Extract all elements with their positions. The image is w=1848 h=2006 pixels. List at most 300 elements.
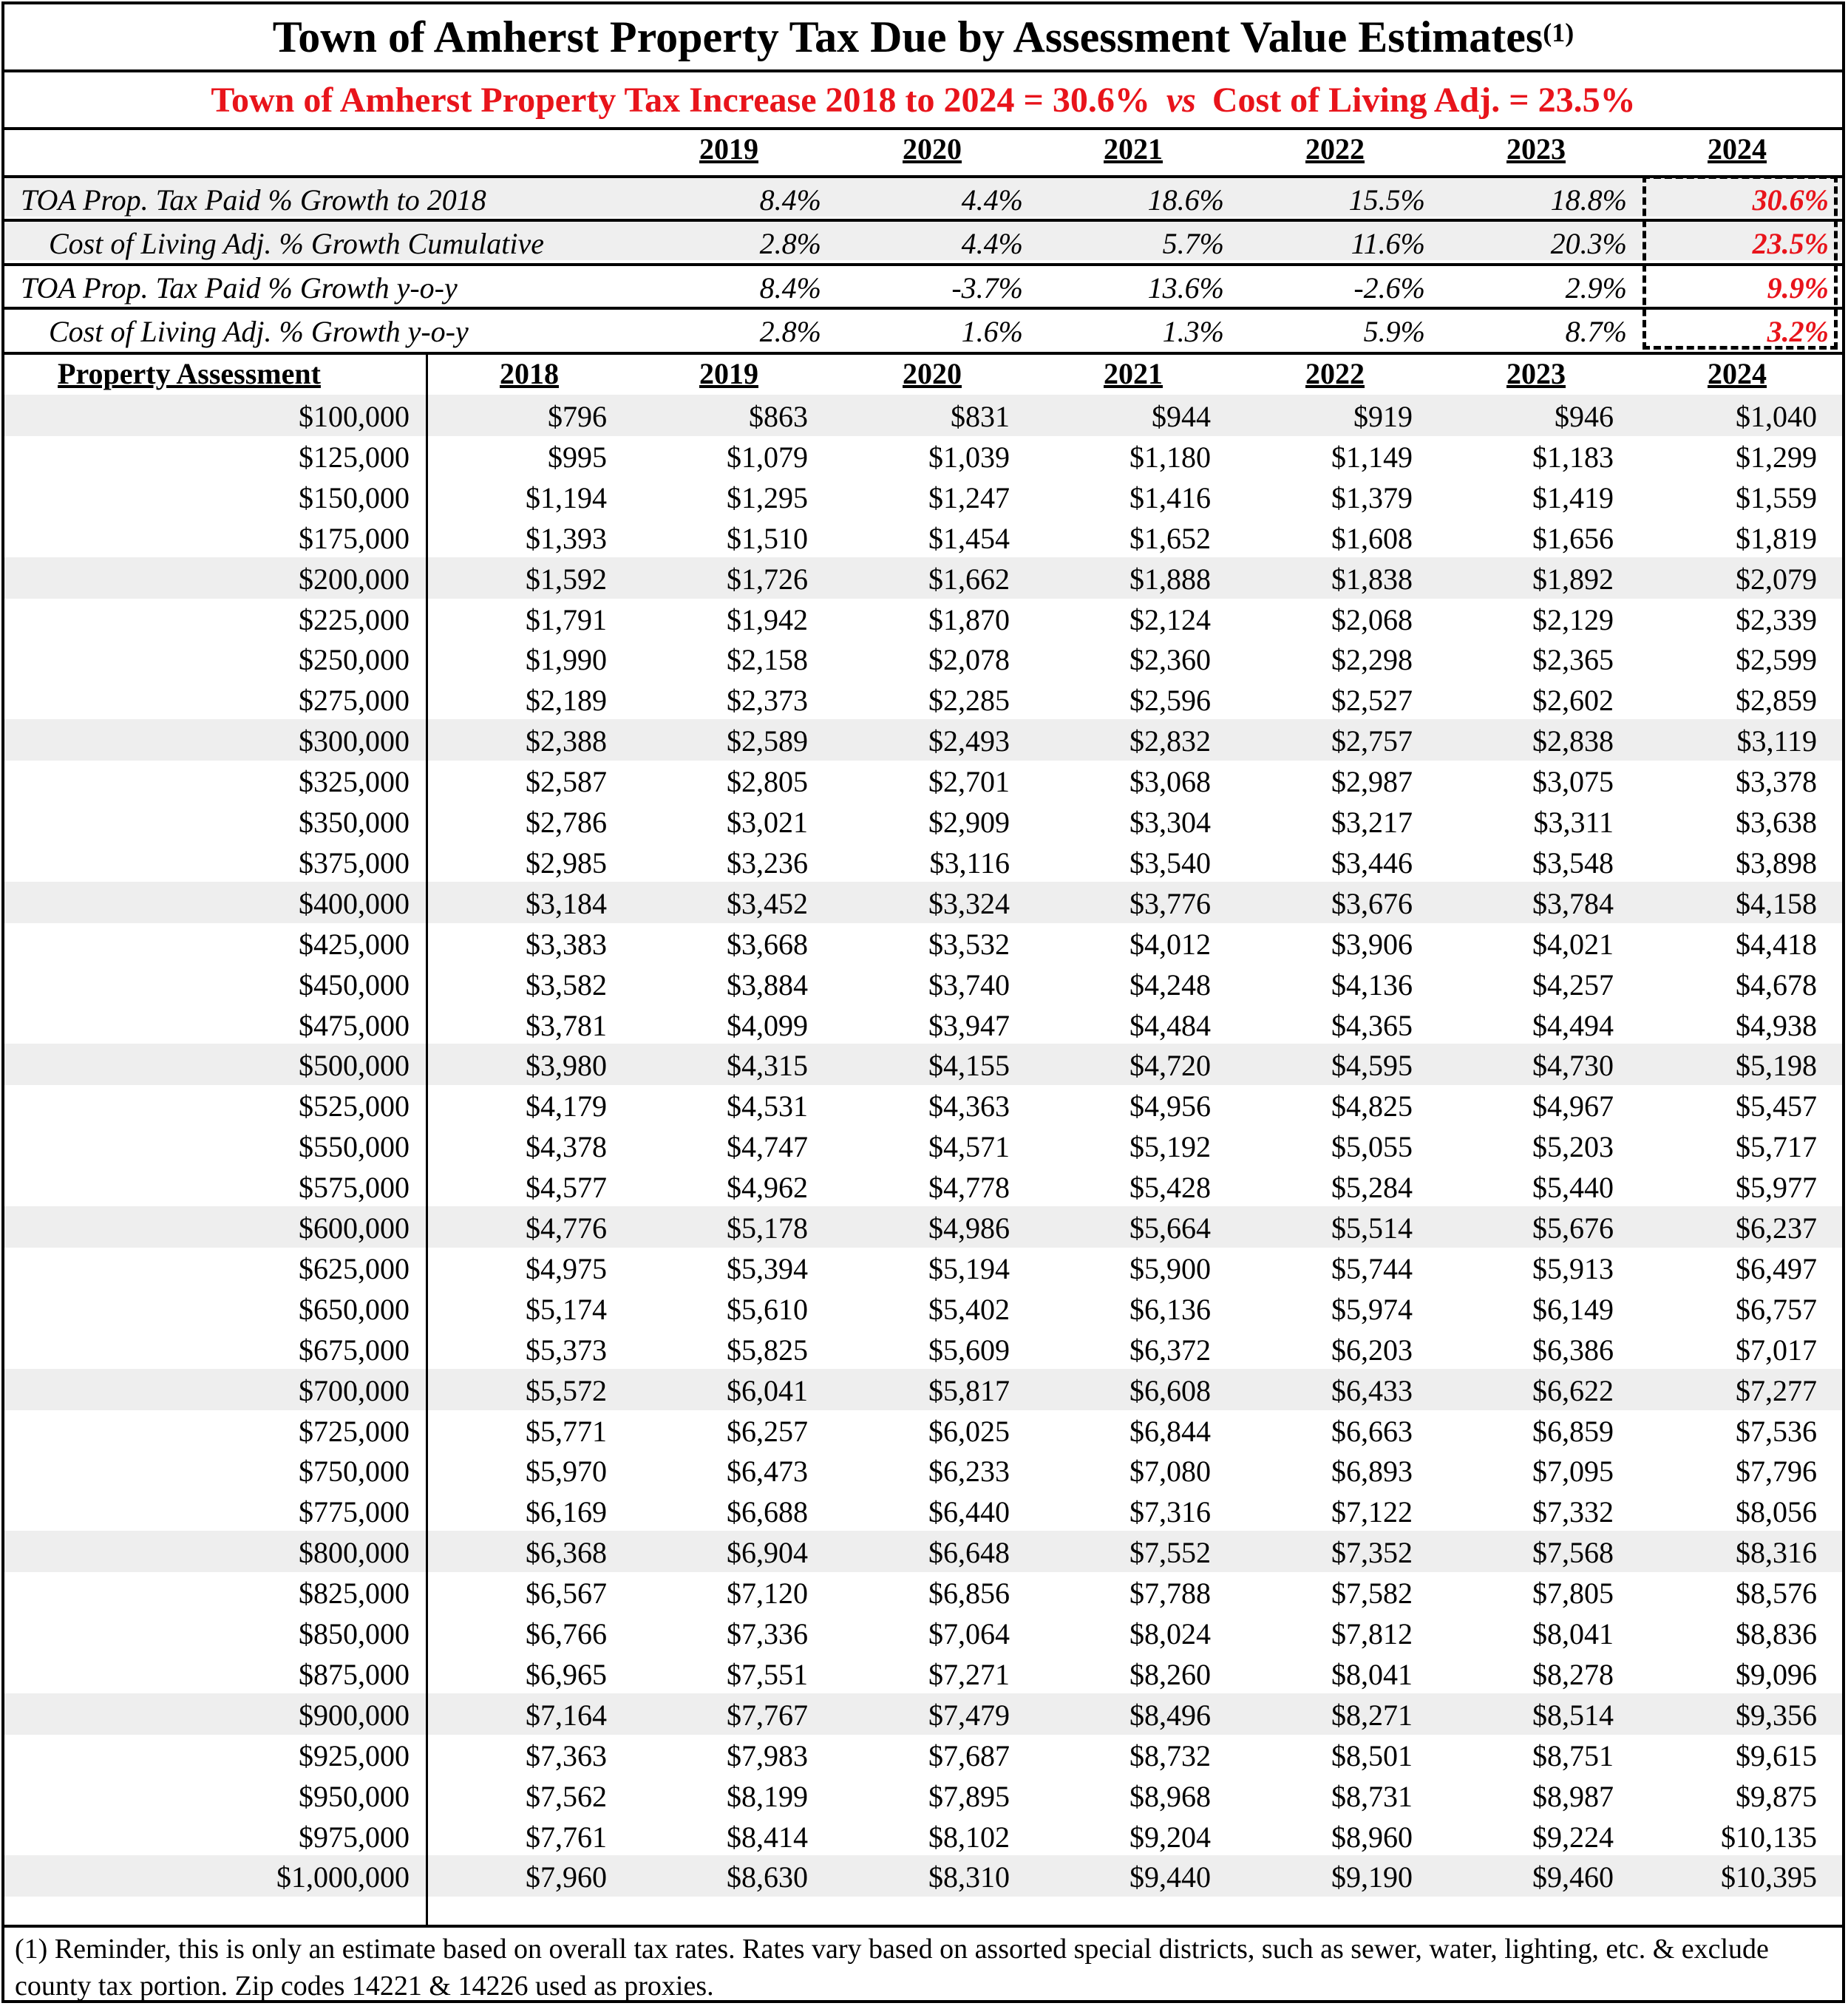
growth-value: 1.6% bbox=[961, 315, 1023, 348]
title-footnote-ref: (1) bbox=[1543, 18, 1574, 47]
assessment-value: $450,000 bbox=[299, 968, 410, 1002]
tax-due-cell: $3,311 bbox=[1533, 806, 1614, 839]
tax-due-cell: $7,363 bbox=[526, 1738, 607, 1772]
tax-due-cell: $5,717 bbox=[1736, 1130, 1817, 1164]
growth-value: 4.4% bbox=[961, 183, 1023, 217]
tax-due-cell: $2,832 bbox=[1129, 724, 1211, 758]
table-row bbox=[4, 638, 1842, 679]
growth-value: 1.3% bbox=[1162, 315, 1224, 348]
table-row bbox=[4, 1855, 1842, 1897]
tax-due-cell: $9,615 bbox=[1736, 1738, 1817, 1772]
tax-due-cell: $7,983 bbox=[727, 1738, 808, 1772]
tax-due-cell: $7,277 bbox=[1736, 1373, 1817, 1407]
assessment-value: $525,000 bbox=[299, 1089, 410, 1123]
tax-due-cell: $5,198 bbox=[1736, 1049, 1817, 1083]
tax-due-cell: $5,817 bbox=[928, 1373, 1010, 1407]
table-row bbox=[4, 882, 1842, 923]
tax-due-cell: $3,452 bbox=[727, 886, 808, 920]
tax-due-cell: $3,947 bbox=[928, 1008, 1010, 1042]
assessment-value: $850,000 bbox=[299, 1617, 410, 1650]
growth-row bbox=[4, 263, 1842, 305]
table-row bbox=[4, 1531, 1842, 1572]
assessment-value: $200,000 bbox=[299, 562, 410, 596]
growth-year-2023: 2023 bbox=[1506, 132, 1566, 166]
assessment-value: $900,000 bbox=[299, 1698, 410, 1732]
tax-due-cell: $1,454 bbox=[928, 521, 1010, 555]
table-row bbox=[4, 1734, 1842, 1775]
tax-due-cell: $1,838 bbox=[1331, 562, 1413, 596]
tax-due-cell: $7,761 bbox=[526, 1820, 607, 1854]
tax-due-cell: $6,203 bbox=[1331, 1333, 1413, 1367]
tax-due-cell: $6,257 bbox=[727, 1414, 808, 1448]
tax-due-cell: $7,796 bbox=[1736, 1455, 1817, 1489]
tax-due-cell: $8,751 bbox=[1532, 1738, 1614, 1772]
table-row bbox=[4, 1653, 1842, 1694]
tax-due-cell: $6,663 bbox=[1331, 1414, 1413, 1448]
assessment-value: $1,000,000 bbox=[276, 1860, 410, 1894]
tax-due-cell: $5,203 bbox=[1532, 1130, 1614, 1164]
tax-due-cell: $3,980 bbox=[526, 1049, 607, 1083]
tax-due-cell: $2,701 bbox=[928, 765, 1010, 799]
tax-due-cell: $4,378 bbox=[526, 1130, 607, 1164]
tax-due-cell: $5,676 bbox=[1532, 1211, 1614, 1245]
tax-due-cell: $2,360 bbox=[1129, 643, 1211, 677]
tax-due-cell: $7,536 bbox=[1736, 1414, 1817, 1448]
table-row bbox=[4, 1206, 1842, 1248]
tax-due-cell: $3,898 bbox=[1736, 846, 1817, 880]
assessment-value: $275,000 bbox=[299, 684, 410, 718]
growth-year-2020: 2020 bbox=[903, 132, 962, 166]
growth-year-header bbox=[4, 132, 1848, 176]
tax-due-cell: $7,479 bbox=[928, 1698, 1010, 1732]
tax-due-cell: $2,079 bbox=[1736, 562, 1817, 596]
tax-due-cell: $9,875 bbox=[1736, 1779, 1817, 1813]
tax-due-cell: $1,888 bbox=[1129, 562, 1211, 596]
tax-due-cell: $4,158 bbox=[1736, 886, 1817, 920]
tax-due-cell: $6,473 bbox=[727, 1455, 808, 1489]
tax-due-cell: $7,582 bbox=[1331, 1577, 1413, 1611]
assessment-value: $725,000 bbox=[299, 1414, 410, 1448]
tax-due-cell: $8,731 bbox=[1331, 1779, 1413, 1813]
tax-due-cell: $4,531 bbox=[727, 1089, 808, 1123]
growth-value: 5.9% bbox=[1363, 315, 1425, 348]
tax-due-cell: $4,678 bbox=[1736, 968, 1817, 1002]
tax-due-cell: $3,548 bbox=[1532, 846, 1614, 880]
tax-due-cell: $1,652 bbox=[1129, 521, 1211, 555]
tax-due-cell: $6,136 bbox=[1129, 1292, 1211, 1326]
tax-due-cell: $3,383 bbox=[526, 927, 607, 961]
table-row bbox=[4, 1084, 1842, 1126]
assessment-value: $375,000 bbox=[299, 846, 410, 880]
column-divider bbox=[426, 352, 428, 1925]
tax-due-cell: $1,379 bbox=[1331, 480, 1413, 514]
tax-due-cell: $2,602 bbox=[1532, 684, 1614, 718]
tax-due-cell: $7,805 bbox=[1532, 1577, 1614, 1611]
growth-row-label: Cost of Living Adj. % Growth y-o-y bbox=[49, 315, 469, 348]
tax-due-cell: $6,648 bbox=[928, 1536, 1010, 1570]
tax-due-cell: $3,068 bbox=[1129, 765, 1211, 799]
column-header-year: 2020 bbox=[903, 357, 962, 390]
tax-due-cell: $5,394 bbox=[727, 1251, 808, 1285]
tax-due-cell: $5,572 bbox=[526, 1373, 607, 1407]
table-row bbox=[4, 1410, 1842, 1451]
column-header-year: 2022 bbox=[1305, 357, 1365, 390]
growth-value: 8.7% bbox=[1565, 315, 1627, 348]
table-row bbox=[4, 1369, 1842, 1410]
tax-due-cell: $7,895 bbox=[928, 1779, 1010, 1813]
tax-due-cell: $7,687 bbox=[928, 1738, 1010, 1772]
assessment-value: $225,000 bbox=[299, 602, 410, 636]
assessment-value: $550,000 bbox=[299, 1130, 410, 1164]
assessment-value: $625,000 bbox=[299, 1251, 410, 1285]
tax-due-cell: $6,893 bbox=[1331, 1455, 1413, 1489]
tax-due-cell: $1,656 bbox=[1532, 521, 1614, 555]
tax-due-cell: $6,497 bbox=[1736, 1251, 1817, 1285]
table-row bbox=[4, 679, 1842, 720]
assessment-value: $875,000 bbox=[299, 1657, 410, 1691]
tax-due-cell: $5,440 bbox=[1532, 1171, 1614, 1205]
assessment-value: $750,000 bbox=[299, 1455, 410, 1489]
tax-due-cell: $2,388 bbox=[526, 724, 607, 758]
table-row bbox=[4, 1328, 1842, 1370]
assessment-value: $425,000 bbox=[299, 927, 410, 961]
tax-due-cell: $8,496 bbox=[1129, 1698, 1211, 1732]
column-header-year: 2023 bbox=[1506, 357, 1566, 390]
growth-row bbox=[4, 307, 1842, 348]
tax-due-cell: $4,720 bbox=[1129, 1049, 1211, 1083]
table-row bbox=[4, 435, 1842, 477]
growth-value: 18.8% bbox=[1550, 183, 1627, 217]
assessment-value: $400,000 bbox=[299, 886, 410, 920]
table-row bbox=[4, 1571, 1842, 1613]
tax-due-cell: $3,776 bbox=[1129, 886, 1211, 920]
tax-due-cell: $7,164 bbox=[526, 1698, 607, 1732]
subtitle-banner bbox=[4, 72, 1842, 130]
assessment-value: $975,000 bbox=[299, 1820, 410, 1854]
tax-due-cell: $1,608 bbox=[1331, 521, 1413, 555]
tax-due-cell: $9,440 bbox=[1129, 1860, 1211, 1894]
tax-due-cell: $863 bbox=[749, 400, 808, 433]
tax-due-cell: $7,336 bbox=[727, 1617, 808, 1650]
tax-due-cell: $4,136 bbox=[1331, 968, 1413, 1002]
tax-due-cell: $831 bbox=[951, 400, 1010, 433]
tax-due-cell: $10,135 bbox=[1721, 1820, 1817, 1854]
footnote: (1) Reminder, this is only an estimate based on overall tax rates. Rates vary based on assorted special districts, such as sewer, water, lighting, etc. & exclude county tax portion. Zip codes 14221 & 14226 used as proxies. bbox=[4, 1925, 1842, 2006]
tax-due-cell: $6,965 bbox=[526, 1657, 607, 1691]
tax-due-cell: $3,236 bbox=[727, 846, 808, 880]
tax-due-cell: $1,149 bbox=[1331, 440, 1413, 474]
growth-value-2024: 9.9% bbox=[1767, 271, 1829, 305]
tax-due-cell: $3,638 bbox=[1736, 806, 1817, 839]
tax-due-cell: $9,204 bbox=[1129, 1820, 1211, 1854]
highlight-2024-box bbox=[1643, 175, 1838, 350]
growth-row-label: Cost of Living Adj. % Growth Cumulative bbox=[49, 227, 545, 260]
tax-due-cell: $4,099 bbox=[727, 1008, 808, 1042]
table-row bbox=[4, 800, 1842, 842]
tax-due-cell: $4,747 bbox=[727, 1130, 808, 1164]
tax-due-cell: $9,190 bbox=[1331, 1860, 1413, 1894]
tax-due-cell: $944 bbox=[1152, 400, 1211, 433]
tax-due-cell: $6,169 bbox=[526, 1495, 607, 1529]
tax-due-cell: $3,378 bbox=[1736, 765, 1817, 799]
table-row bbox=[4, 557, 1842, 599]
tax-due-cell: $5,194 bbox=[928, 1251, 1010, 1285]
tax-due-cell: $6,386 bbox=[1532, 1333, 1614, 1367]
tax-due-cell: $4,363 bbox=[928, 1089, 1010, 1123]
growth-value: 4.4% bbox=[961, 227, 1023, 260]
tax-due-cell: $8,271 bbox=[1331, 1698, 1413, 1732]
tax-due-cell: $2,124 bbox=[1129, 602, 1211, 636]
tax-due-cell: $2,599 bbox=[1736, 643, 1817, 677]
tax-due-cell: $2,985 bbox=[526, 846, 607, 880]
tax-due-cell: $5,970 bbox=[526, 1455, 607, 1489]
growth-value: -2.6% bbox=[1353, 271, 1425, 305]
tax-due-cell: $2,298 bbox=[1331, 643, 1413, 677]
assessment-value: $100,000 bbox=[299, 400, 410, 433]
tax-due-cell: $5,825 bbox=[727, 1333, 808, 1367]
tax-due-cell: $4,730 bbox=[1532, 1049, 1614, 1083]
assessment-value: $125,000 bbox=[299, 440, 410, 474]
tax-due-cell: $6,433 bbox=[1331, 1373, 1413, 1407]
tax-due-cell: $3,119 bbox=[1736, 724, 1817, 758]
tax-due-cell: $3,116 bbox=[929, 846, 1010, 880]
tax-due-cell: $3,532 bbox=[928, 927, 1010, 961]
subtitle-cola: Cost of Living Adj. = 23.5% bbox=[1212, 80, 1636, 120]
tax-due-cell: $6,025 bbox=[928, 1414, 1010, 1448]
tax-due-cell: $1,247 bbox=[928, 480, 1010, 514]
tax-due-cell: $4,179 bbox=[526, 1089, 607, 1123]
tax-due-cell: $2,158 bbox=[727, 643, 808, 677]
tax-due-cell: $3,217 bbox=[1331, 806, 1413, 839]
assessment-value: $325,000 bbox=[299, 765, 410, 799]
table-row bbox=[4, 841, 1842, 883]
tax-due-cell: $4,938 bbox=[1736, 1008, 1817, 1042]
tax-due-cell: $3,582 bbox=[526, 968, 607, 1002]
tax-due-cell: $2,527 bbox=[1331, 684, 1413, 718]
tax-due-cell: $4,986 bbox=[928, 1211, 1010, 1245]
tax-due-cell: $8,732 bbox=[1129, 1738, 1211, 1772]
tax-due-cell: $1,040 bbox=[1736, 400, 1817, 433]
page-title bbox=[4, 4, 1842, 72]
tax-due-cell: $7,080 bbox=[1129, 1455, 1211, 1489]
growth-value: 2.9% bbox=[1565, 271, 1627, 305]
assessment-value: $775,000 bbox=[299, 1495, 410, 1529]
assessment-value: $350,000 bbox=[299, 806, 410, 839]
tax-due-cell: $4,962 bbox=[727, 1171, 808, 1205]
tax-due-cell: $9,224 bbox=[1532, 1820, 1614, 1854]
tax-due-cell: $6,368 bbox=[526, 1536, 607, 1570]
subtitle-tax-increase: Town of Amherst Property Tax Increase 2018 to 2024 = 30.6% bbox=[211, 80, 1150, 120]
tax-due-cell: $1,559 bbox=[1736, 480, 1817, 514]
tax-due-cell: $4,571 bbox=[928, 1130, 1010, 1164]
tax-due-cell: $2,129 bbox=[1532, 602, 1614, 636]
tax-due-cell: $6,859 bbox=[1532, 1414, 1614, 1448]
tax-due-cell: $7,332 bbox=[1532, 1495, 1614, 1529]
subtitle-vs: vs bbox=[1166, 80, 1196, 120]
assessment-value: $500,000 bbox=[299, 1049, 410, 1083]
tax-due-cell: $2,587 bbox=[526, 765, 607, 799]
growth-year-2022: 2022 bbox=[1305, 132, 1365, 166]
tax-due-cell: $3,304 bbox=[1129, 806, 1211, 839]
growth-year-2021: 2021 bbox=[1104, 132, 1163, 166]
tax-due-cell: $5,514 bbox=[1331, 1211, 1413, 1245]
tax-due-cell: $5,174 bbox=[526, 1292, 607, 1326]
table-row bbox=[4, 1125, 1842, 1166]
tax-due-cell: $6,904 bbox=[727, 1536, 808, 1570]
tax-due-cell: $1,592 bbox=[526, 562, 607, 596]
tax-due-cell: $6,440 bbox=[928, 1495, 1010, 1529]
tax-due-cell: $6,757 bbox=[1736, 1292, 1817, 1326]
tax-due-cell: $6,567 bbox=[526, 1577, 607, 1611]
tax-due-cell: $10,395 bbox=[1721, 1860, 1817, 1894]
tax-due-cell: $8,199 bbox=[727, 1779, 808, 1813]
growth-value: 2.8% bbox=[759, 315, 821, 348]
tax-due-cell: $9,096 bbox=[1736, 1657, 1817, 1691]
tax-due-cell: $3,540 bbox=[1129, 846, 1211, 880]
table-row bbox=[4, 1166, 1842, 1207]
tax-due-cell: $3,676 bbox=[1331, 886, 1413, 920]
tax-due-cell: $7,122 bbox=[1331, 1495, 1413, 1529]
assessment-value: $300,000 bbox=[299, 724, 410, 758]
table-row bbox=[4, 760, 1842, 801]
tax-due-cell: $3,075 bbox=[1532, 765, 1614, 799]
tax-due-cell: $5,428 bbox=[1129, 1171, 1211, 1205]
tax-due-cell: $4,975 bbox=[526, 1251, 607, 1285]
growth-row-label: TOA Prop. Tax Paid % Growth y-o-y bbox=[21, 271, 458, 305]
tax-due-cell: $6,766 bbox=[526, 1617, 607, 1650]
tax-due-cell: $796 bbox=[548, 400, 607, 433]
column-header-year: 2024 bbox=[1708, 357, 1767, 390]
tax-due-cell: $8,024 bbox=[1129, 1617, 1211, 1650]
table-row bbox=[4, 922, 1842, 964]
table-row bbox=[4, 517, 1842, 558]
tax-due-cell: $2,859 bbox=[1736, 684, 1817, 718]
tax-due-cell: $4,494 bbox=[1532, 1008, 1614, 1042]
tax-due-cell: $2,365 bbox=[1532, 643, 1614, 677]
tax-due-cell: $3,021 bbox=[727, 806, 808, 839]
assessment-value: $575,000 bbox=[299, 1171, 410, 1205]
tax-due-cell: $2,339 bbox=[1736, 602, 1817, 636]
tax-due-cell: $4,315 bbox=[727, 1049, 808, 1083]
table-row bbox=[4, 1815, 1842, 1857]
growth-year-2019: 2019 bbox=[699, 132, 758, 166]
assessment-value: $650,000 bbox=[299, 1292, 410, 1326]
table-row bbox=[4, 1693, 1842, 1735]
tax-due-cell: $8,501 bbox=[1331, 1738, 1413, 1772]
tax-due-cell: $8,630 bbox=[727, 1860, 808, 1894]
tax-due-cell: $5,974 bbox=[1331, 1292, 1413, 1326]
tax-due-cell: $6,688 bbox=[727, 1495, 808, 1529]
tax-due-cell: $7,568 bbox=[1532, 1536, 1614, 1570]
tax-due-cell: $4,577 bbox=[526, 1171, 607, 1205]
tax-due-cell: $2,373 bbox=[727, 684, 808, 718]
assessment-value: $150,000 bbox=[299, 480, 410, 514]
growth-value: 11.6% bbox=[1351, 227, 1425, 260]
tax-due-cell: $5,178 bbox=[727, 1211, 808, 1245]
tax-due-cell: $7,120 bbox=[727, 1577, 808, 1611]
tax-due-cell: $1,079 bbox=[727, 440, 808, 474]
tax-due-cell: $6,622 bbox=[1532, 1373, 1614, 1407]
table-row bbox=[4, 1449, 1842, 1491]
table-row bbox=[4, 1775, 1842, 1816]
tax-due-cell: $4,967 bbox=[1532, 1089, 1614, 1123]
tax-due-cell: $5,900 bbox=[1129, 1251, 1211, 1285]
column-header-assessment: Property Assessment bbox=[58, 357, 321, 390]
growth-value: 15.5% bbox=[1348, 183, 1425, 217]
tax-due-cell: $2,909 bbox=[928, 806, 1010, 839]
tax-due-cell: $7,064 bbox=[928, 1617, 1010, 1650]
table-row bbox=[4, 719, 1842, 761]
tax-due-cell: $6,149 bbox=[1532, 1292, 1614, 1326]
column-header-year: 2021 bbox=[1104, 357, 1163, 390]
assessment-value: $175,000 bbox=[299, 521, 410, 555]
tax-due-cell: $7,767 bbox=[727, 1698, 808, 1732]
tax-due-cell: $2,838 bbox=[1532, 724, 1614, 758]
tax-due-cell: $9,460 bbox=[1532, 1860, 1614, 1894]
tax-due-cell: $4,825 bbox=[1331, 1089, 1413, 1123]
tax-due-cell: $1,791 bbox=[526, 602, 607, 636]
tax-due-cell: $3,740 bbox=[928, 968, 1010, 1002]
tax-due-cell: $3,668 bbox=[727, 927, 808, 961]
table-row bbox=[4, 1612, 1842, 1653]
tax-due-cell: $5,609 bbox=[928, 1333, 1010, 1367]
tax-due-cell: $1,726 bbox=[727, 562, 808, 596]
tax-due-cell: $1,819 bbox=[1736, 521, 1817, 555]
tax-due-cell: $7,095 bbox=[1532, 1455, 1614, 1489]
tax-due-cell: $5,664 bbox=[1129, 1211, 1211, 1245]
tax-due-cell: $1,180 bbox=[1129, 440, 1211, 474]
tax-due-cell: $4,155 bbox=[928, 1049, 1010, 1083]
tax-due-cell: $5,373 bbox=[526, 1333, 607, 1367]
tax-due-cell: $7,812 bbox=[1331, 1617, 1413, 1650]
tax-due-cell: $5,977 bbox=[1736, 1171, 1817, 1205]
tax-due-cell: $1,039 bbox=[928, 440, 1010, 474]
tax-due-cell: $1,194 bbox=[526, 480, 607, 514]
tax-due-cell: $8,414 bbox=[727, 1820, 808, 1854]
table-row bbox=[4, 1288, 1842, 1329]
tax-due-cell: $3,324 bbox=[928, 886, 1010, 920]
growth-value-2024: 30.6% bbox=[1752, 183, 1829, 217]
tax-due-cell: $5,192 bbox=[1129, 1130, 1211, 1164]
tax-due-cell: $8,056 bbox=[1736, 1495, 1817, 1529]
tax-due-cell: $7,017 bbox=[1736, 1333, 1817, 1367]
tax-due-cell: $1,393 bbox=[526, 521, 607, 555]
growth-row bbox=[4, 219, 1842, 260]
tax-due-cell: $5,744 bbox=[1331, 1251, 1413, 1285]
assessment-value: $600,000 bbox=[299, 1211, 410, 1245]
assessment-value: $800,000 bbox=[299, 1536, 410, 1570]
growth-row-label: TOA Prop. Tax Paid % Growth to 2018 bbox=[21, 183, 486, 217]
tax-due-cell: $7,788 bbox=[1129, 1577, 1211, 1611]
tax-due-cell: $8,041 bbox=[1532, 1617, 1614, 1650]
table-row bbox=[4, 963, 1842, 1004]
tax-due-cell: $3,784 bbox=[1532, 886, 1614, 920]
tax-due-cell: $5,055 bbox=[1331, 1130, 1413, 1164]
tax-due-cell: $1,942 bbox=[727, 602, 808, 636]
tax-due-cell: $7,271 bbox=[928, 1657, 1010, 1691]
growth-value-2024: 3.2% bbox=[1767, 315, 1829, 348]
tax-due-cell: $2,189 bbox=[526, 684, 607, 718]
growth-row bbox=[4, 175, 1842, 217]
tax-due-cell: $2,589 bbox=[727, 724, 808, 758]
tax-due-cell: $5,610 bbox=[727, 1292, 808, 1326]
tax-due-cell: $8,514 bbox=[1532, 1698, 1614, 1732]
tax-due-cell: $3,884 bbox=[727, 968, 808, 1002]
tax-due-cell: $4,021 bbox=[1532, 927, 1614, 961]
tax-due-cell: $7,552 bbox=[1129, 1536, 1211, 1570]
tax-due-cell: $1,419 bbox=[1532, 480, 1614, 514]
tax-due-cell: $5,284 bbox=[1331, 1171, 1413, 1205]
